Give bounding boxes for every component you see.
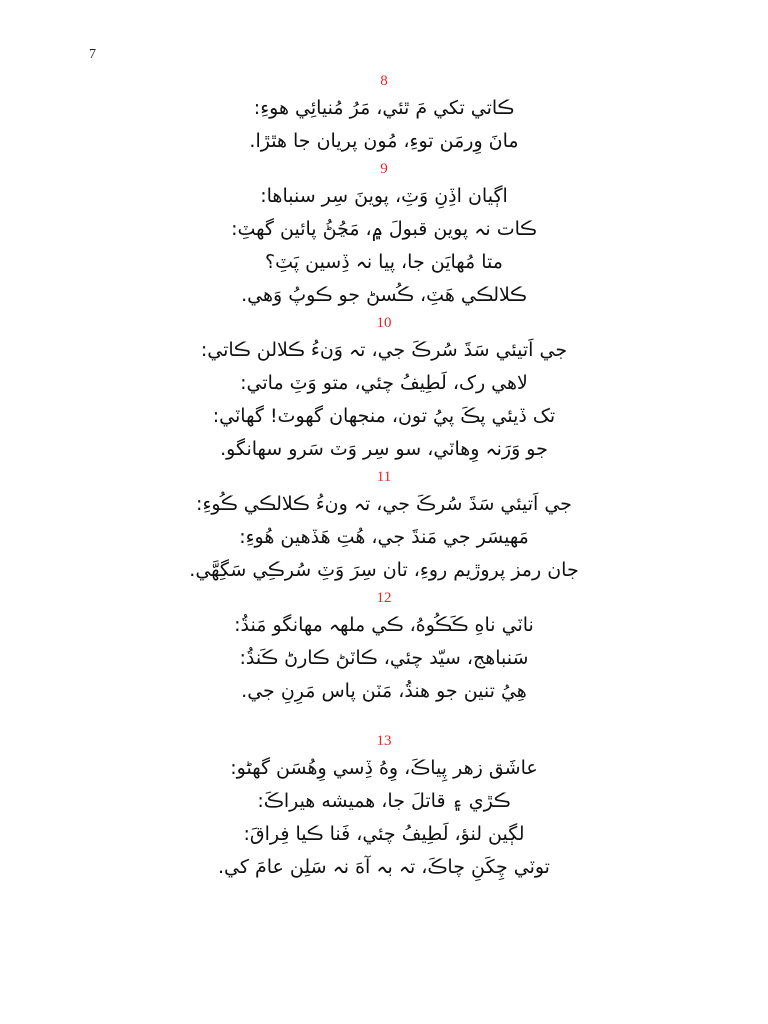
verse-number: 12 (376, 590, 392, 606)
verse-spacer (0, 708, 768, 730)
verse-line: ناٽي ناهِ ڪَڪُوهُ، ڪي ملهہ مهانگو مَنڌُ: (234, 614, 534, 636)
verse-11 (0, 466, 768, 587)
verse-line: توٽي چِکَنِ چاڪَ، تہ بہ آهَ نہ سَلِن عامَ کي. (218, 856, 550, 878)
verse-line: لڳين لنؤ، لَطِيفُ چئي، فَنا ڪيا فِراقَ: (243, 823, 525, 845)
verse-number: 10 (376, 315, 392, 331)
verse-number: 13 (376, 733, 392, 749)
verse-10 (0, 312, 768, 466)
verse-number: 9 (380, 161, 388, 177)
page-number: 7 (89, 47, 96, 62)
verse-line: جان رمز پروڙيم روءِ، تان سِرَ وَٽِ سُرڪِي سَگِهَّي. (189, 559, 579, 581)
verse-line: ڪاتي تکي مَ ٿئي، مَرُ مُنيائِي هوءِ: (253, 97, 515, 119)
poem-column (0, 70, 768, 884)
verse-12 (0, 587, 768, 708)
verse-line: ڪلالڪي هَٽِ، ڪُسڻ جو ڪوپُ وَهي. (241, 284, 527, 306)
verse-line: متا مُهايَن جا، پيا نہ ڏِسين پَٽِ؟ (265, 251, 503, 273)
verse-line: ڪڙي ۽ قاتلَ جا، هميشه هيراڪَ: (257, 790, 511, 812)
verse-line: تک ڏيئي پڪَ پيُ تون، منجهان گهوٽ! گهاٽي: (212, 405, 556, 427)
verse-line: جي اَتيئي سَڌَ سُرڪَ جي، تہ ونءُ ڪلالڪي ڪُوءِ: (196, 493, 572, 515)
verse-line: اڳيان اڏِنِ وَٽِ، پوينَ سِر سنباها: (260, 185, 508, 207)
verse-8 (0, 70, 768, 158)
verse-line: لاهي رک، لَطِيفُ چئي، متو وَٽِ ماتي: (240, 372, 528, 394)
verse-13 (0, 730, 768, 884)
verse-line: مَهيسَر جي مَنڌَ جي، هُتِ هَڏهين هُوءِ: (239, 526, 529, 548)
verse-line: جي اَتيئي سَڌَ سُرڪَ جي، تہ وَنءُ ڪلالن ڪاتي: (200, 339, 568, 361)
verse-number: 11 (376, 469, 392, 485)
verse-number: 8 (380, 73, 388, 89)
verse-9 (0, 158, 768, 312)
verse-line: مانَ وِرمَن توءِ، مُون پريان جا هٿڙا. (249, 130, 519, 152)
verse-line: هِيُ تنين جو هنڌُ، مَٽن پاس مَرِنِ جي. (241, 680, 527, 702)
verse-line: عاشَق زهر پِياڪَ، وِهُ ڏِسي وِهُسَن گهڻو: (230, 757, 538, 779)
verse-line: جو وَرَنہ وِهاٽي، سو سِر وَٽ سَرو سهانگو. (220, 438, 548, 460)
verse-line: ڪات نہ پوين قبولَ ۾، مَڃُڻُ پائين گهٽِ: (231, 218, 537, 240)
verse-line: سَنباهج، سيّد چئي، ڪاٽڻ ڪارڻ ڪَنڌُ: (239, 647, 529, 669)
